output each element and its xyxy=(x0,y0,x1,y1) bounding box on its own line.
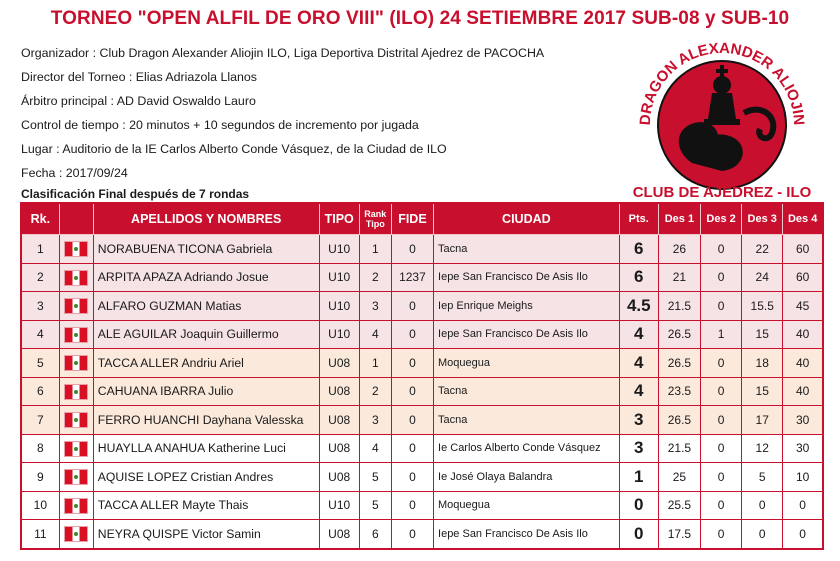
des4-cell: 30 xyxy=(783,406,823,435)
peru-flag-icon xyxy=(65,470,87,484)
fide-cell: 0 xyxy=(391,406,433,435)
header-rank-tipo xyxy=(359,203,391,235)
points-cell: 3 xyxy=(619,406,658,435)
rank-tipo-cell: 6 xyxy=(359,520,391,549)
flag-cell xyxy=(59,491,93,520)
peru-flag-icon xyxy=(65,328,87,342)
name-cell: HUAYLLA ANAHUA Katherine Luci xyxy=(93,434,319,463)
des4-cell: 60 xyxy=(783,263,823,292)
place-line: Lugar : Auditorio de la IE Carlos Alberto Conde Vásquez, de la Ciudad de ILO xyxy=(21,142,447,156)
fide-cell: 0 xyxy=(391,292,433,321)
city-cell: Iep Enrique Meighs xyxy=(434,292,620,321)
table-row xyxy=(21,320,823,349)
page-title: TORNEO "OPEN ALFIL DE ORO VIII" (ILO) 24 SETIEMBRE 2017 SUB-08 y SUB-10 xyxy=(50,8,790,29)
des1-cell: 21.5 xyxy=(658,434,700,463)
des3-cell: 24 xyxy=(742,263,783,292)
city-cell: Ie Carlos Alberto Conde Vásquez xyxy=(434,434,620,463)
table-row xyxy=(21,434,823,463)
club-logo xyxy=(622,33,822,203)
header-rank: Rk. xyxy=(21,203,59,235)
peru-flag-icon xyxy=(65,499,87,513)
table-row xyxy=(21,235,823,264)
des2-cell: 0 xyxy=(701,377,742,406)
city-cell: Ie José Olaya Balandra xyxy=(434,463,620,492)
name-cell: CAHUANA IBARRA Julio xyxy=(93,377,319,406)
name-cell: NORABUENA TICONA Gabriela xyxy=(93,235,319,264)
time-control-line: Control de tiempo : 20 minutos + 10 segundos de incremento por jugada xyxy=(21,118,419,132)
city-cell: Moquegua xyxy=(434,491,620,520)
rank-tipo-cell: 2 xyxy=(359,263,391,292)
table-row xyxy=(21,520,823,549)
table-header-row xyxy=(21,203,823,235)
des2-cell: 1 xyxy=(701,320,742,349)
name-cell: ALE AGUILAR Joaquin Guillermo xyxy=(93,320,319,349)
header-des2: Des 2 xyxy=(701,203,742,235)
rank-cell: 3 xyxy=(21,292,59,321)
table-row xyxy=(21,406,823,435)
header-rank-tipo-line1: Rank xyxy=(364,209,387,219)
rank-tipo-cell: 1 xyxy=(359,349,391,378)
points-cell: 0 xyxy=(619,520,658,549)
des2-cell: 0 xyxy=(701,491,742,520)
logo-top-text: DRAGON ALEXANDER ALIOJIN xyxy=(636,39,808,126)
table-row xyxy=(21,491,823,520)
flag-cell xyxy=(59,463,93,492)
city-cell: Iepe San Francisco De Asis Ilo xyxy=(434,520,620,549)
director-line: Director del Torneo : Elias Adriazola Llanos xyxy=(21,70,258,84)
rank-cell: 9 xyxy=(21,463,59,492)
final-classification-line: Clasificación Final después de 7 rondas xyxy=(21,187,250,201)
des1-cell: 17.5 xyxy=(658,520,700,549)
table-row xyxy=(21,349,823,378)
points-cell: 4.5 xyxy=(619,292,658,321)
des1-cell: 26.5 xyxy=(658,406,700,435)
flag-cell xyxy=(59,377,93,406)
des4-cell: 45 xyxy=(783,292,823,321)
fide-cell: 0 xyxy=(391,377,433,406)
des3-cell: 12 xyxy=(742,434,783,463)
peru-flag-icon xyxy=(65,271,87,285)
des1-cell: 25.5 xyxy=(658,491,700,520)
points-cell: 0 xyxy=(619,491,658,520)
des1-cell: 23.5 xyxy=(658,377,700,406)
des2-cell: 0 xyxy=(701,235,742,264)
header-des1: Des 1 xyxy=(658,203,700,235)
des1-cell: 21.5 xyxy=(658,292,700,321)
organizer-line: Organizador : Club Dragon Alexander Aliojin ILO, Liga Deportiva Distrital Ajedrez de PACOCHA xyxy=(21,46,545,60)
des3-cell: 0 xyxy=(742,520,783,549)
rank-cell: 1 xyxy=(21,235,59,264)
name-cell: TACCA ALLER Andriu Ariel xyxy=(93,349,319,378)
tipo-cell: U08 xyxy=(319,520,359,549)
peru-flag-icon xyxy=(65,356,87,370)
points-cell: 6 xyxy=(619,235,658,264)
des1-cell: 26 xyxy=(658,235,700,264)
flag-cell xyxy=(59,320,93,349)
header-name: APELLIDOS Y NOMBRES xyxy=(93,203,319,235)
city-cell: Iepe San Francisco De Asis Ilo xyxy=(434,320,620,349)
fide-cell: 0 xyxy=(391,349,433,378)
header-des4: Des 4 xyxy=(783,203,823,235)
header-rank-tipo-line2: Tipo xyxy=(365,219,385,229)
des1-cell: 25 xyxy=(658,463,700,492)
des3-cell: 15.5 xyxy=(742,292,783,321)
flag-cell xyxy=(59,292,93,321)
tipo-cell: U08 xyxy=(319,406,359,435)
city-cell: Tacna xyxy=(434,377,620,406)
rank-cell: 2 xyxy=(21,263,59,292)
fide-cell: 0 xyxy=(391,491,433,520)
fide-cell: 0 xyxy=(391,463,433,492)
city-cell: Tacna xyxy=(434,406,620,435)
header-des3: Des 3 xyxy=(742,203,783,235)
des4-cell: 30 xyxy=(783,434,823,463)
flag-cell xyxy=(59,520,93,549)
des3-cell: 15 xyxy=(742,377,783,406)
rank-tipo-cell: 2 xyxy=(359,377,391,406)
name-cell: ALFARO GUZMAN Matias xyxy=(93,292,319,321)
points-cell: 1 xyxy=(619,463,658,492)
rank-tipo-cell: 5 xyxy=(359,491,391,520)
rank-tipo-cell: 4 xyxy=(359,320,391,349)
tipo-cell: U10 xyxy=(319,491,359,520)
points-cell: 6 xyxy=(619,263,658,292)
name-cell: ARPITA APAZA Adriando Josue xyxy=(93,263,319,292)
points-cell: 4 xyxy=(619,349,658,378)
des3-cell: 22 xyxy=(742,235,783,264)
des4-cell: 0 xyxy=(783,491,823,520)
flag-cell xyxy=(59,349,93,378)
rank-cell: 6 xyxy=(21,377,59,406)
des1-cell: 21 xyxy=(658,263,700,292)
rank-tipo-cell: 4 xyxy=(359,434,391,463)
tournament-info xyxy=(21,41,621,203)
rank-cell: 7 xyxy=(21,406,59,435)
des2-cell: 0 xyxy=(701,434,742,463)
header-city: CIUDAD xyxy=(434,203,620,235)
peru-flag-icon xyxy=(65,242,87,256)
des3-cell: 18 xyxy=(742,349,783,378)
fide-cell: 0 xyxy=(391,235,433,264)
table-row xyxy=(21,263,823,292)
tipo-cell: U08 xyxy=(319,377,359,406)
points-cell: 3 xyxy=(619,434,658,463)
flag-cell xyxy=(59,406,93,435)
fide-cell: 0 xyxy=(391,520,433,549)
header-points: Pts. xyxy=(619,203,658,235)
peru-flag-icon xyxy=(65,413,87,427)
des4-cell: 60 xyxy=(783,235,823,264)
des2-cell: 0 xyxy=(701,406,742,435)
fide-cell: 0 xyxy=(391,320,433,349)
tipo-cell: U08 xyxy=(319,434,359,463)
flag-cell xyxy=(59,263,93,292)
tipo-cell: U08 xyxy=(319,463,359,492)
table-row xyxy=(21,292,823,321)
des2-cell: 0 xyxy=(701,520,742,549)
des2-cell: 0 xyxy=(701,463,742,492)
standings-table xyxy=(20,202,824,550)
flag-cell xyxy=(59,434,93,463)
rank-cell: 8 xyxy=(21,434,59,463)
tipo-cell: U08 xyxy=(319,349,359,378)
fide-cell: 1237 xyxy=(391,263,433,292)
des3-cell: 17 xyxy=(742,406,783,435)
rank-cell: 5 xyxy=(21,349,59,378)
header-flag xyxy=(59,203,93,235)
des3-cell: 5 xyxy=(742,463,783,492)
peru-flag-icon xyxy=(65,442,87,456)
flag-cell xyxy=(59,235,93,264)
tipo-cell: U10 xyxy=(319,320,359,349)
rank-tipo-cell: 3 xyxy=(359,292,391,321)
table-row xyxy=(21,377,823,406)
tipo-cell: U10 xyxy=(319,235,359,264)
rank-tipo-cell: 5 xyxy=(359,463,391,492)
date-line: Fecha : 2017/09/24 xyxy=(21,166,128,180)
des3-cell: 15 xyxy=(742,320,783,349)
city-cell: Tacna xyxy=(434,235,620,264)
rank-tipo-cell: 1 xyxy=(359,235,391,264)
rank-cell: 11 xyxy=(21,520,59,549)
des4-cell: 0 xyxy=(783,520,823,549)
peru-flag-icon xyxy=(65,385,87,399)
des2-cell: 0 xyxy=(701,349,742,378)
name-cell: TACCA ALLER Mayte Thais xyxy=(93,491,319,520)
header-fide: FIDE xyxy=(391,203,433,235)
logo-bottom-text: CLUB DE AJEDREZ - ILO xyxy=(632,184,812,201)
fide-cell: 0 xyxy=(391,434,433,463)
rank-tipo-cell: 3 xyxy=(359,406,391,435)
des4-cell: 40 xyxy=(783,349,823,378)
name-cell: FERRO HUANCHI Dayhana Valesska xyxy=(93,406,319,435)
peru-flag-icon xyxy=(65,527,87,541)
des3-cell: 0 xyxy=(742,491,783,520)
header-tipo: TIPO xyxy=(319,203,359,235)
name-cell: NEYRA QUISPE Victor Samin xyxy=(93,520,319,549)
des2-cell: 0 xyxy=(701,263,742,292)
table-row xyxy=(21,463,823,492)
rank-cell: 4 xyxy=(21,320,59,349)
des4-cell: 10 xyxy=(783,463,823,492)
arbiter-line: Árbitro principal : AD David Oswaldo Lauro xyxy=(21,94,256,108)
des4-cell: 40 xyxy=(783,377,823,406)
name-cell: AQUISE LOPEZ Cristian Andres xyxy=(93,463,319,492)
city-cell: Iepe San Francisco De Asis Ilo xyxy=(434,263,620,292)
tipo-cell: U10 xyxy=(319,292,359,321)
rank-cell: 10 xyxy=(21,491,59,520)
city-cell: Moquegua xyxy=(434,349,620,378)
des1-cell: 26.5 xyxy=(658,320,700,349)
des2-cell: 0 xyxy=(701,292,742,321)
tipo-cell: U10 xyxy=(319,263,359,292)
des4-cell: 40 xyxy=(783,320,823,349)
points-cell: 4 xyxy=(619,320,658,349)
des1-cell: 26.5 xyxy=(658,349,700,378)
peru-flag-icon xyxy=(65,299,87,313)
points-cell: 4 xyxy=(619,377,658,406)
